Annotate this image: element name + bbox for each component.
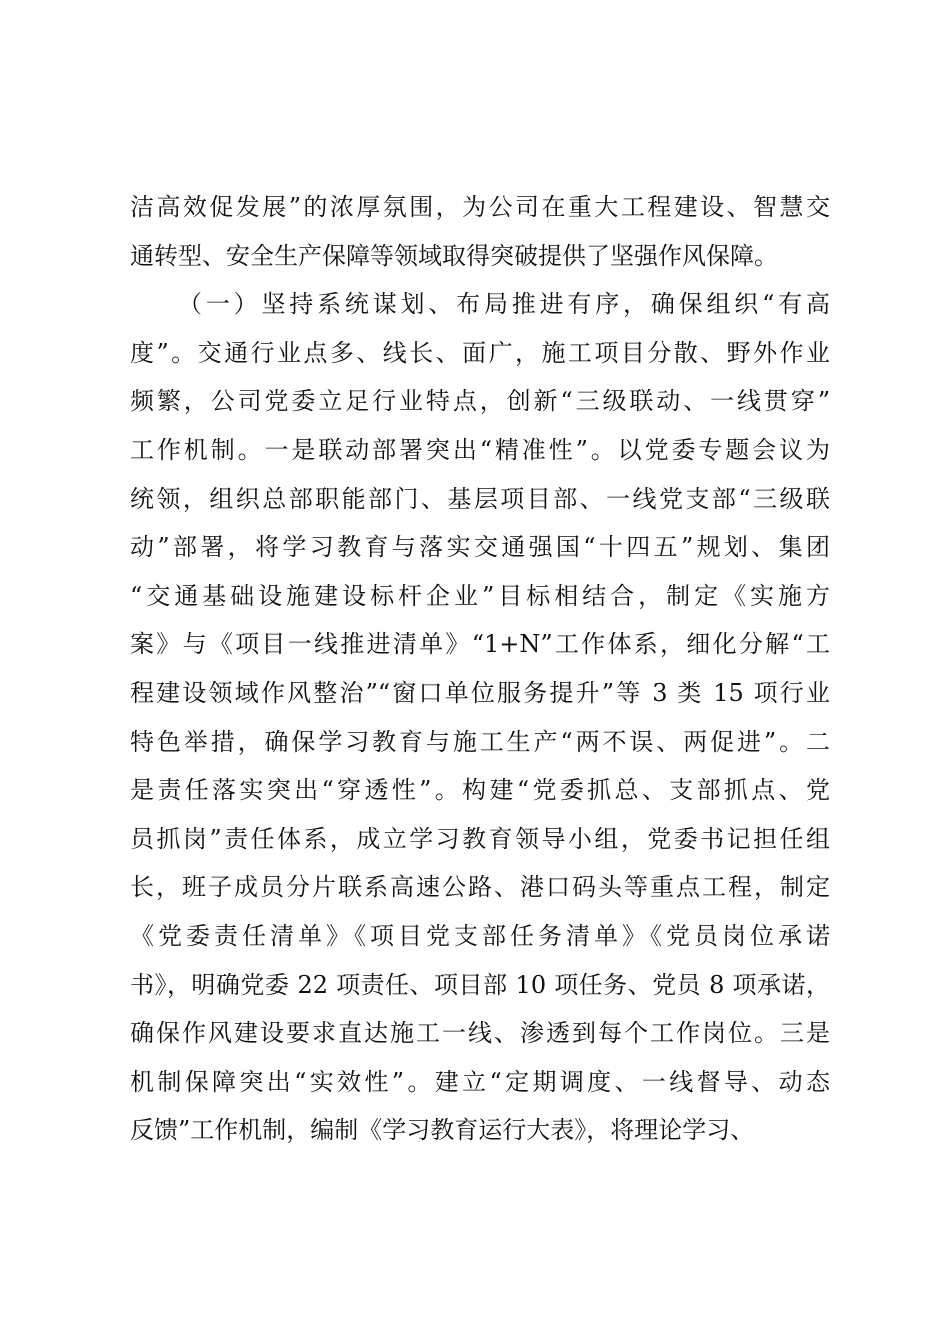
text-line: 统领，组织总部职能部门、基层项目部、一线党支部“三级联: [130, 484, 830, 513]
section-heading-line: （一）坚持系统谋划、布局推进有序，确保组织“有高: [178, 290, 830, 319]
text-line: 频繁，公司党委立足行业特点，创新“三级联动、一线贯穿”: [130, 387, 830, 416]
text-line: 通转型、安全生产保障等领域取得突破提供了坚强作风保障。: [130, 241, 778, 270]
text-line: 员抓岗”责任体系，成立学习教育领导小组，党委书记担任组: [130, 824, 830, 853]
text-line: 案》与《项目一线推进清单》“1+N”工作体系，细化分解“工: [130, 630, 830, 659]
text-line: 反馈”工作机制，编制《学习教育运行大表》，将理论学习、: [130, 1116, 755, 1145]
text-line: 机制保障突出“实效性”。建立“定期调度、一线督导、动态: [130, 1067, 830, 1096]
text-line: 特色举措，确保学习教育与施工生产“两不误、两促进”。二: [130, 727, 830, 756]
text-line: 长，班子成员分片联系高速公路、港口码头等重点工程，制定: [130, 873, 830, 902]
body-text: [130, 183, 830, 1155]
text-line: 确保作风建设要求直达施工一线、渗透到每个工作岗位。三是: [130, 1019, 830, 1048]
text-line: 工作机制。一是联动部署突出“精准性”。以党委专题会议为: [130, 435, 830, 464]
text-line: 动”部署，将学习教育与落实交通强国“十四五”规划、集团: [130, 533, 830, 562]
text-line: 《党委责任清单》《项目党支部任务清单》《党员岗位承诺: [130, 921, 830, 950]
text-line: 书》，明确党委 22 项责任、项目部 10 项任务、党员 8 项承诺，: [130, 970, 830, 999]
text-line: 是责任落实突出“穿透性”。构建“党委抓总、支部抓点、党: [130, 776, 830, 805]
text-line: “交通基础设施建设标杆企业”目标相结合，制定《实施方: [130, 581, 830, 610]
text-line: 度”。交通行业点多、线长、面广，施工项目分散、野外作业: [130, 338, 830, 367]
text-line: 洁高效促发展”的浓厚氛围，为公司在重大工程建设、智慧交: [130, 193, 830, 221]
text-line: 程建设领域作风整治”“窗口单位服务提升”等 3 类 15 项行业: [130, 678, 830, 707]
